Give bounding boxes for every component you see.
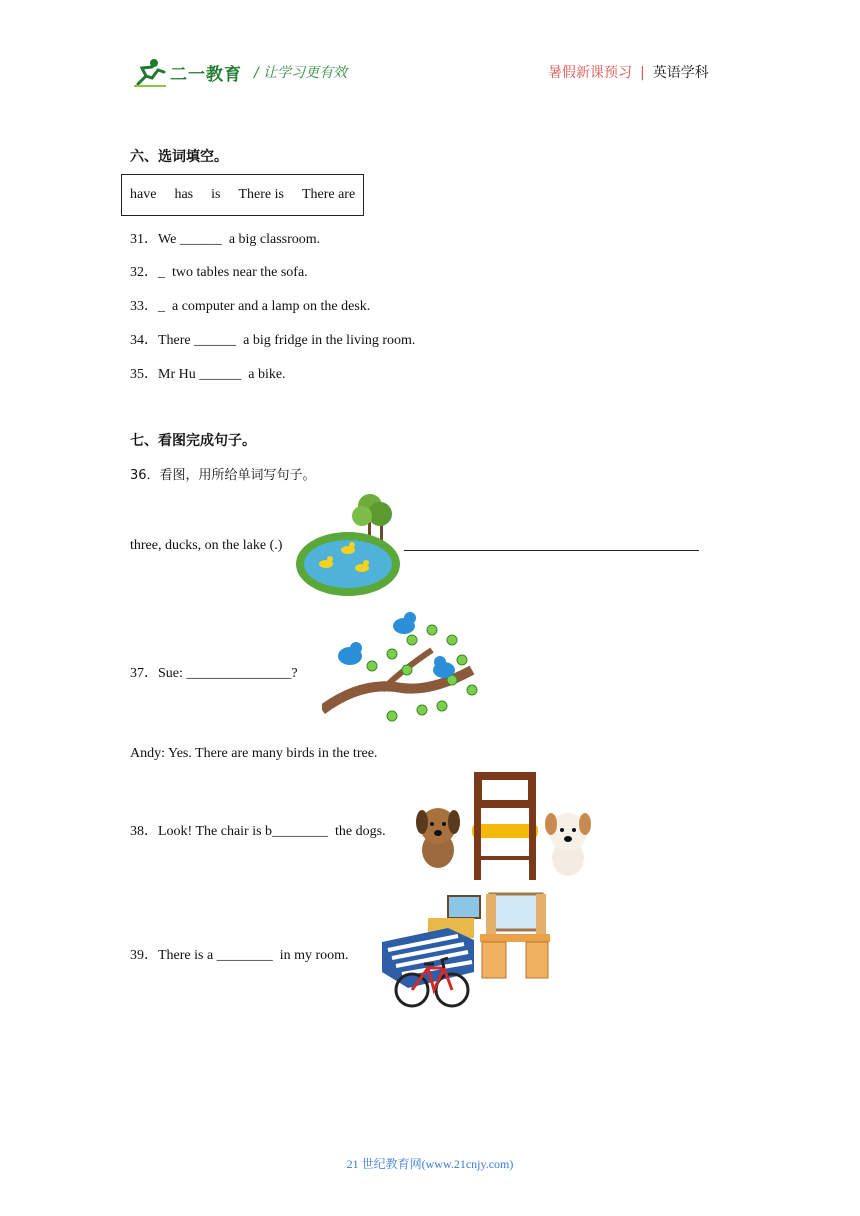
- question-number: 33．: [130, 299, 158, 314]
- logo-runner-icon: [132, 58, 168, 88]
- question-number: 37．: [130, 666, 158, 681]
- question-number: 35．: [130, 367, 158, 382]
- question-text: a big fridge in the living room.: [236, 333, 416, 348]
- question-text: in my room.: [272, 948, 349, 963]
- question-38: [130, 820, 386, 840]
- question-39: [130, 944, 349, 964]
- question-text: There: [158, 333, 195, 348]
- word-bank-item: has: [174, 187, 194, 202]
- bedroom-bike-illustration: [378, 892, 554, 1010]
- answer-line-36[interactable]: [404, 550, 699, 551]
- question-number: 39．: [130, 948, 158, 963]
- question-32: [130, 261, 308, 281]
- word-bank-item: have: [130, 187, 157, 202]
- birds-in-tree-illustration: [322, 610, 482, 728]
- word-bank-item: is: [211, 187, 221, 202]
- question-text: a computer and a lamp on the desk.: [165, 299, 371, 314]
- word-bank: [121, 174, 364, 216]
- question-37: [130, 662, 298, 682]
- question-text: ?: [291, 666, 298, 681]
- header-right: [548, 62, 709, 82]
- question-31: [130, 228, 320, 248]
- word-bank-item: There are: [301, 187, 356, 202]
- question-text: a big classroom.: [221, 232, 321, 247]
- answer-blank[interactable]: ________: [272, 824, 329, 839]
- question-35: [130, 363, 286, 383]
- question-36-prompt: three, ducks, on the lake (.): [130, 538, 283, 553]
- course-label: 暑假新课预习: [548, 65, 632, 81]
- question-text: We: [158, 232, 180, 247]
- answer-blank[interactable]: ______: [194, 333, 237, 348]
- slogan: / 让学习更有效: [254, 65, 348, 81]
- answer-blank[interactable]: _: [158, 265, 165, 280]
- section-6-title: 六、选词填空。: [130, 149, 228, 165]
- question-37-answer: Andy: Yes. There are many birds in the tree.: [130, 746, 378, 761]
- answer-blank[interactable]: ______: [179, 232, 222, 247]
- question-text: two tables near the sofa.: [165, 265, 308, 280]
- speaker-label: Sue:: [158, 666, 187, 681]
- answer-blank[interactable]: _: [158, 299, 165, 314]
- question-number: 32．: [130, 265, 158, 280]
- question-33: [130, 295, 370, 315]
- question-number: 34．: [130, 333, 158, 348]
- word-bank-item: There is: [238, 187, 284, 202]
- question-text: There is a: [158, 948, 217, 963]
- section-7-title: 七、看图完成句子。: [130, 433, 256, 449]
- logo-text: 二一教育: [170, 65, 242, 85]
- chair-between-dogs-illustration: [412, 770, 596, 882]
- question-text: Mr Hu: [158, 367, 200, 382]
- question-36-intro: 36．看图，用所给单词写句子。: [130, 468, 316, 483]
- answer-blank[interactable]: ______: [199, 367, 242, 382]
- header-separator: |: [640, 65, 645, 81]
- question-34: [130, 329, 415, 349]
- answer-blank[interactable]: _______________: [186, 666, 292, 681]
- subject-label: 英语学科: [652, 65, 709, 81]
- question-text: a bike.: [241, 367, 286, 382]
- footer-source: 21 世纪教育网(www.21cnjy.com): [346, 1157, 514, 1171]
- question-text: Look! The chair is b: [158, 824, 273, 839]
- question-number: 38．: [130, 824, 158, 839]
- question-number: 31．: [130, 232, 158, 247]
- answer-blank[interactable]: ________: [216, 948, 273, 963]
- pond-ducks-illustration: [296, 492, 402, 596]
- question-text: the dogs.: [328, 824, 386, 839]
